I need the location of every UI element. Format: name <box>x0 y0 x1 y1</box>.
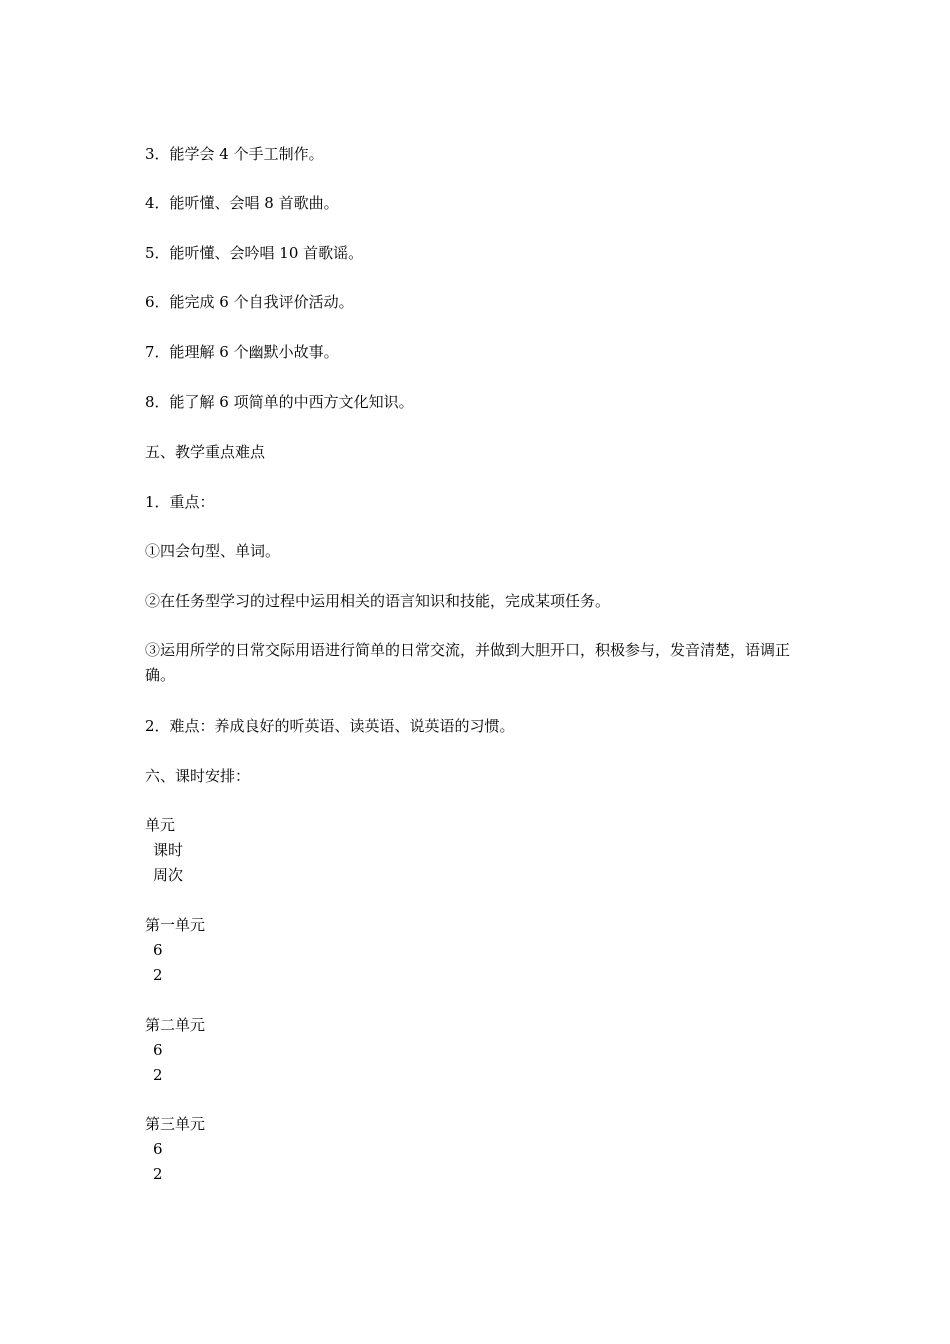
objective-item: 4．能听懂、会唱 8 首歌曲。 <box>145 194 339 212</box>
schedule-weeks: 2 <box>153 966 163 984</box>
objective-item: 6．能完成 6 个自我评价活动。 <box>145 293 354 311</box>
schedule-header-unit: 单元 <box>145 816 176 834</box>
schedule-unit: 第一单元 <box>145 916 206 934</box>
schedule-hours: 6 <box>153 1041 163 1059</box>
objective-item: 3．能学会 4 个手工制作。 <box>145 145 324 163</box>
section-heading: 六、课时安排： <box>145 767 251 785</box>
key-point: ②在任务型学习的过程中运用相关的语言知识和技能，完成某项任务。 <box>145 592 611 610</box>
key-point: ①四会句型、单词。 <box>145 542 281 560</box>
schedule-weeks: 2 <box>153 1165 163 1183</box>
schedule-hours: 6 <box>153 941 163 959</box>
objective-item: 8．能了解 6 项简单的中西方文化知识。 <box>145 393 414 411</box>
difficulty-point: 2．难点：养成良好的听英语、读英语、说英语的习惯。 <box>145 717 515 735</box>
schedule-header-hours: 课时 <box>153 841 184 859</box>
schedule-unit: 第三单元 <box>145 1115 206 1133</box>
schedule-unit: 第二单元 <box>145 1016 206 1034</box>
schedule-hours: 6 <box>153 1140 163 1158</box>
key-points-label: 1．重点： <box>145 493 215 511</box>
schedule-header-weeks: 周次 <box>153 866 184 884</box>
objective-item: 7．能理解 6 个幽默小故事。 <box>145 343 339 361</box>
section-heading: 五、教学重点难点 <box>145 443 266 461</box>
key-point: ③运用所学的日常交际用语进行简单的日常交流，并做到大胆开口，积极参与，发音清楚，语调正确。 <box>145 641 791 684</box>
objective-item: 5．能听懂、会吟唱 10 首歌谣。 <box>145 244 364 262</box>
schedule-weeks: 2 <box>153 1066 163 1084</box>
